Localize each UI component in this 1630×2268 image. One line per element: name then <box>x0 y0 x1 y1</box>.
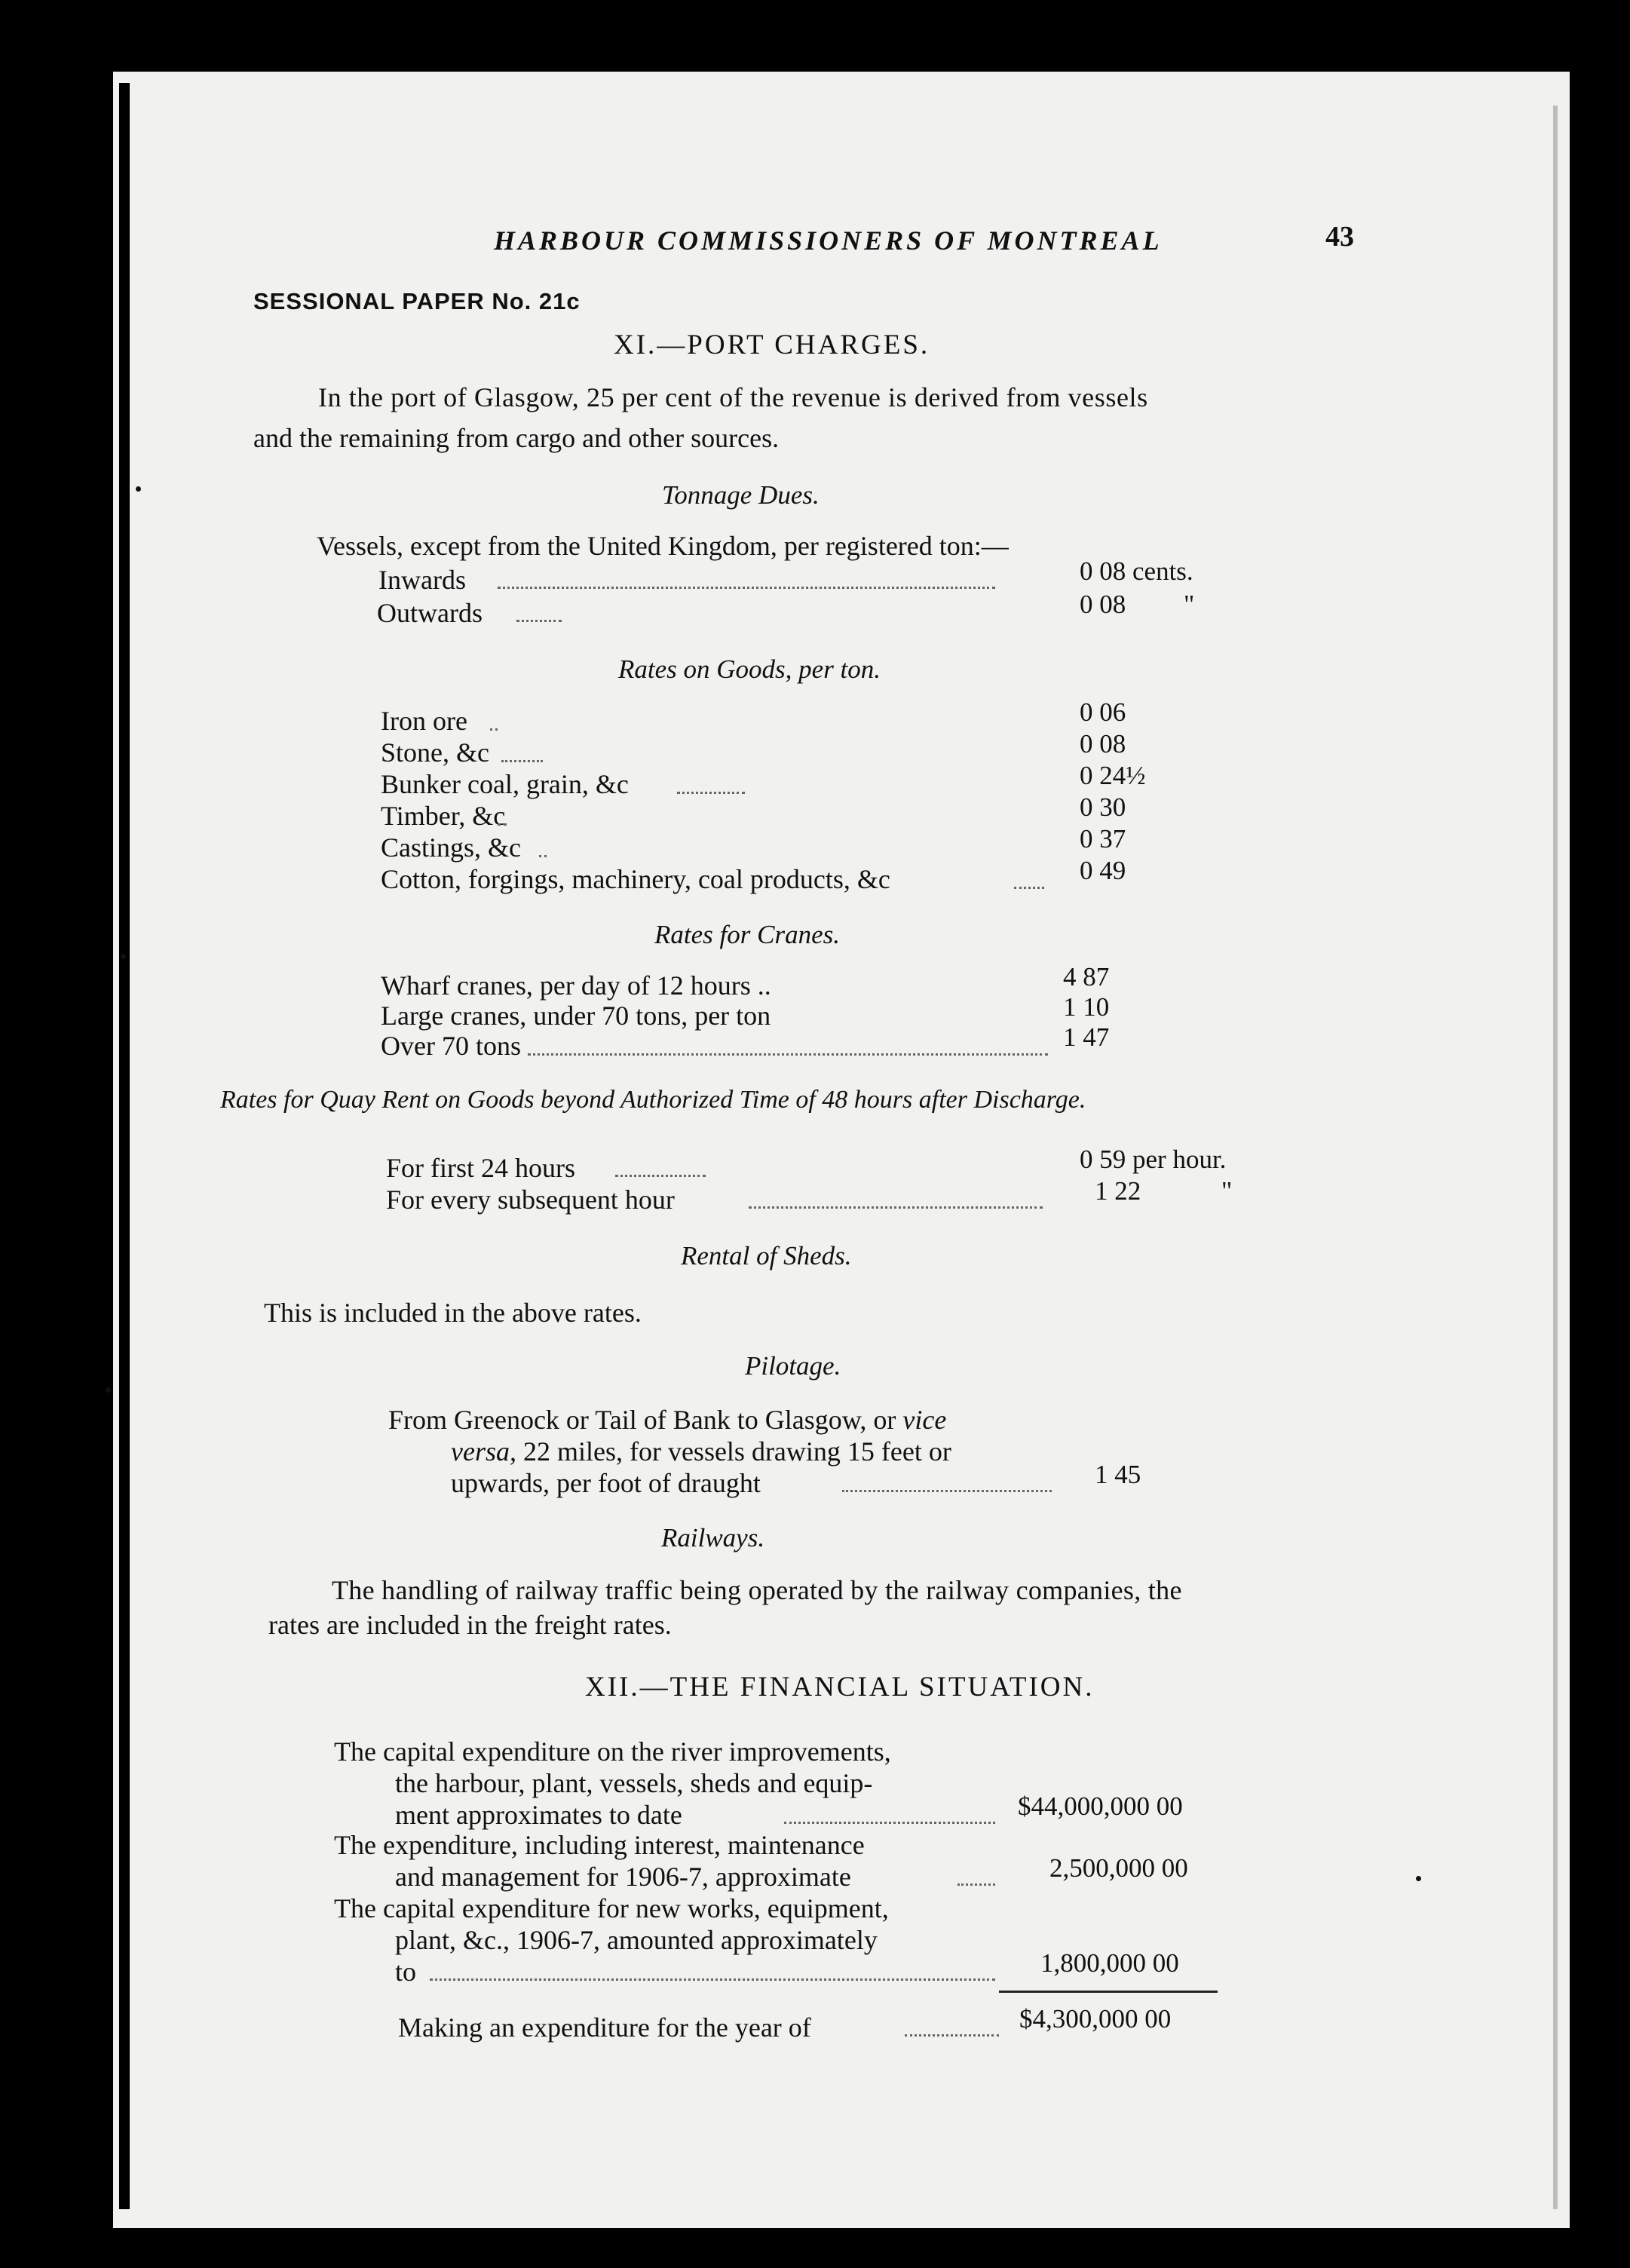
tonnage-row-value: 0 08 <box>1080 590 1126 619</box>
leader-dots <box>490 728 498 731</box>
total-rule <box>999 1991 1218 1993</box>
financial-total-value: $4,300,000 00 <box>1019 2004 1172 2034</box>
section-heading-financial-situation: XII.—THE FINANCIAL SITUATION. <box>585 1672 1095 1703</box>
ditto-mark: " <box>1221 1176 1233 1206</box>
leader-dots <box>905 2034 999 2037</box>
subheading-rental-of-sheds: Rental of Sheds. <box>681 1241 852 1270</box>
ditto-mark: " <box>1184 590 1195 619</box>
pilotage-line-2 <box>451 1436 951 1467</box>
leader-dots <box>430 1978 995 1981</box>
scan-speck <box>1416 1876 1421 1881</box>
leader-dots <box>539 855 547 857</box>
leader-dots <box>615 1175 706 1177</box>
quay-row-value: 0 59 per hour. <box>1080 1145 1227 1174</box>
goods-row-value: 0 30 <box>1080 792 1126 822</box>
crane-row-value: 1 10 <box>1063 992 1110 1022</box>
subheading-tonnage-dues: Tonnage Dues. <box>662 480 820 510</box>
leader-dots <box>1014 887 1044 889</box>
subheading-rates-on-goods: Rates on Goods, per ton. <box>618 654 881 684</box>
pilotage-line-1-italic: vice <box>902 1405 947 1435</box>
intro-line-2: and the remaining from cargo and other sources. <box>253 423 780 453</box>
pilotage-line-1 <box>388 1404 946 1436</box>
scan-speck <box>121 954 126 959</box>
pilotage-value: 1 45 <box>1095 1460 1141 1489</box>
leader-dots <box>677 792 745 794</box>
scan-speck <box>106 1387 111 1393</box>
section-heading-port-charges: XI.—PORT CHARGES. <box>614 329 930 360</box>
goods-row-value: 0 49 <box>1080 856 1126 885</box>
tonnage-row-label: Outwards <box>377 598 483 628</box>
goods-row-label: Cotton, forgings, machinery, coal products, &c <box>381 864 890 894</box>
intro-line-1: In the port of Glasgow, 25 per cent of the revenue is derived from vessels <box>318 382 1148 412</box>
crane-row-label: Over 70 tons <box>381 1031 521 1061</box>
leader-dots <box>749 1206 1043 1209</box>
goods-row-label: Bunker coal, grain, &c <box>381 769 629 799</box>
quay-row-label: For every subsequent hour <box>386 1185 675 1215</box>
financial-item-1-line-3: ment approximates to date <box>395 1800 682 1830</box>
goods-row-value: 0 37 <box>1080 824 1126 854</box>
scan-speck <box>136 486 141 492</box>
financial-item-2-value: 2,500,000 00 <box>1049 1853 1188 1883</box>
sessional-paper-label: SESSIONAL PAPER No. 21c <box>253 288 581 314</box>
quay-row-value: 1 22 <box>1095 1176 1141 1206</box>
pilotage-line-1-text: From Greenock or Tail of Bank to Glasgow, or <box>388 1405 896 1435</box>
financial-item-1-line-1: The capital expenditure on the river improvements, <box>334 1736 891 1767</box>
financial-item-2-line-2: and management for 1906-7, approximate <box>395 1862 851 1892</box>
quay-row-label: For first 24 hours <box>386 1153 575 1183</box>
tonnage-lead: Vessels, except from the United Kingdom, per registered ton:— <box>317 531 1009 561</box>
pilotage-line-3: upwards, per foot of draught <box>451 1468 761 1498</box>
binding-margin-rule <box>119 83 130 2209</box>
financial-item-2-line-1: The expenditure, including interest, maintenance <box>334 1830 865 1860</box>
tonnage-row-label: Inwards <box>378 565 466 595</box>
pilotage-line-2-italic: versa, <box>451 1436 516 1467</box>
crane-row-value: 4 87 <box>1063 962 1110 991</box>
goods-row-value: 0 08 <box>1080 729 1126 759</box>
crane-row-label: Wharf cranes, per day of 12 hours .. <box>381 970 771 1001</box>
financial-item-1-line-2: the harbour, plant, vessels, sheds and equip- <box>395 1768 873 1798</box>
page-edge <box>1553 106 1558 2209</box>
sheds-text: This is included in the above rates. <box>264 1298 642 1328</box>
leader-dots <box>498 587 995 589</box>
subheading-rates-for-cranes: Rates for Cranes. <box>654 920 840 949</box>
subheading-railways: Railways. <box>661 1523 765 1552</box>
financial-item-3-line-3: to <box>395 1957 417 1987</box>
goods-row-label: Castings, &c <box>381 832 521 863</box>
goods-row-label: Timber, &c <box>381 801 506 831</box>
railways-line-2: rates are included in the freight rates. <box>268 1610 672 1640</box>
financial-item-1-value: $44,000,000 00 <box>1018 1791 1183 1821</box>
financial-total-label: Making an expenditure for the year of <box>398 2012 811 2043</box>
goods-row-label: Iron ore <box>381 706 467 736</box>
running-title: HARBOUR COMMISSIONERS OF MONTREAL <box>494 225 1163 256</box>
financial-item-3-value: 1,800,000 00 <box>1040 1948 1179 1978</box>
subheading-pilotage: Pilotage. <box>745 1351 841 1381</box>
leader-dots <box>842 1490 1052 1492</box>
financial-item-3-line-1: The capital expenditure for new works, equipment, <box>334 1893 889 1923</box>
financial-item-3-line-2: plant, &c., 1906-7, amounted approximately <box>395 1925 878 1955</box>
pilotage-line-2-text: 22 miles, for vessels drawing 15 feet or <box>522 1436 951 1467</box>
tonnage-row-value: 0 08 cents. <box>1080 556 1193 586</box>
leader-dots <box>498 823 507 826</box>
goods-row-label: Stone, &c <box>381 737 489 768</box>
crane-row-value: 1 47 <box>1063 1022 1110 1052</box>
goods-row-value: 0 24½ <box>1080 761 1146 790</box>
leader-dots <box>516 620 562 622</box>
leader-dots <box>957 1883 995 1886</box>
crane-row-label: Large cranes, under 70 tons, per ton <box>381 1001 771 1031</box>
leader-dots <box>528 1053 1048 1056</box>
railways-line-1: The handling of railway traffic being operated by the railway companies, the <box>332 1575 1182 1605</box>
leader-dots <box>784 1822 995 1824</box>
subheading-quay-rent: Rates for Quay Rent on Goods beyond Authorized Time of 48 hours after Discharge. <box>220 1086 1086 1114</box>
leader-dots <box>501 760 543 762</box>
page-number: 43 <box>1325 221 1354 253</box>
goods-row-value: 0 06 <box>1080 697 1126 727</box>
